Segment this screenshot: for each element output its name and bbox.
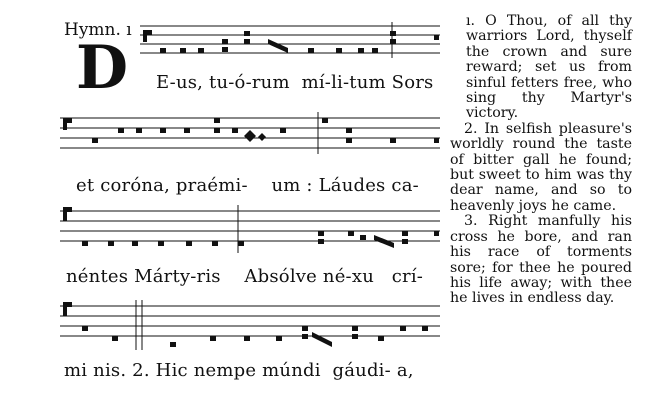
translation-verse-1: ı. O Thou, of all thy warriors Lord, thyself the crown and sure reward; set us from sinful fetters free, who sing thy Martyr's victory. (466, 13, 632, 122)
lyric-line-4: mi nis. 2. Hic nempe múndi gáudi- a, (64, 360, 414, 381)
lyric-line-3: néntes Márty-ris Absólve né-xu crí- (66, 266, 424, 287)
chant-staff-1 (140, 22, 440, 60)
hymn-label: Hymn. ı (64, 20, 132, 40)
translation-verse-2: 2. In selfish pleasure's worldly round the taste of bitter gall he found; but sweet to him was thy dear name, and so to heavenly joys he came. (450, 120, 632, 214)
lyric-line-1: E-us, tu-ó-rum mí-li-tum Sors (156, 72, 434, 93)
drop-cap: D (76, 33, 129, 103)
translation-column (450, 14, 632, 307)
chant-staff-4 (60, 300, 440, 354)
chant-staff-3 (60, 205, 440, 255)
translation-verse-3: 3. Right manfully his cross he bore, and ran his race of torments sore; for thee he poured his life away; with thee he lives in endless day. (450, 213, 632, 307)
chant-staff-2 (60, 112, 440, 156)
lyric-line-2: et coróna, praémi- um : Láudes ca- (76, 175, 419, 196)
